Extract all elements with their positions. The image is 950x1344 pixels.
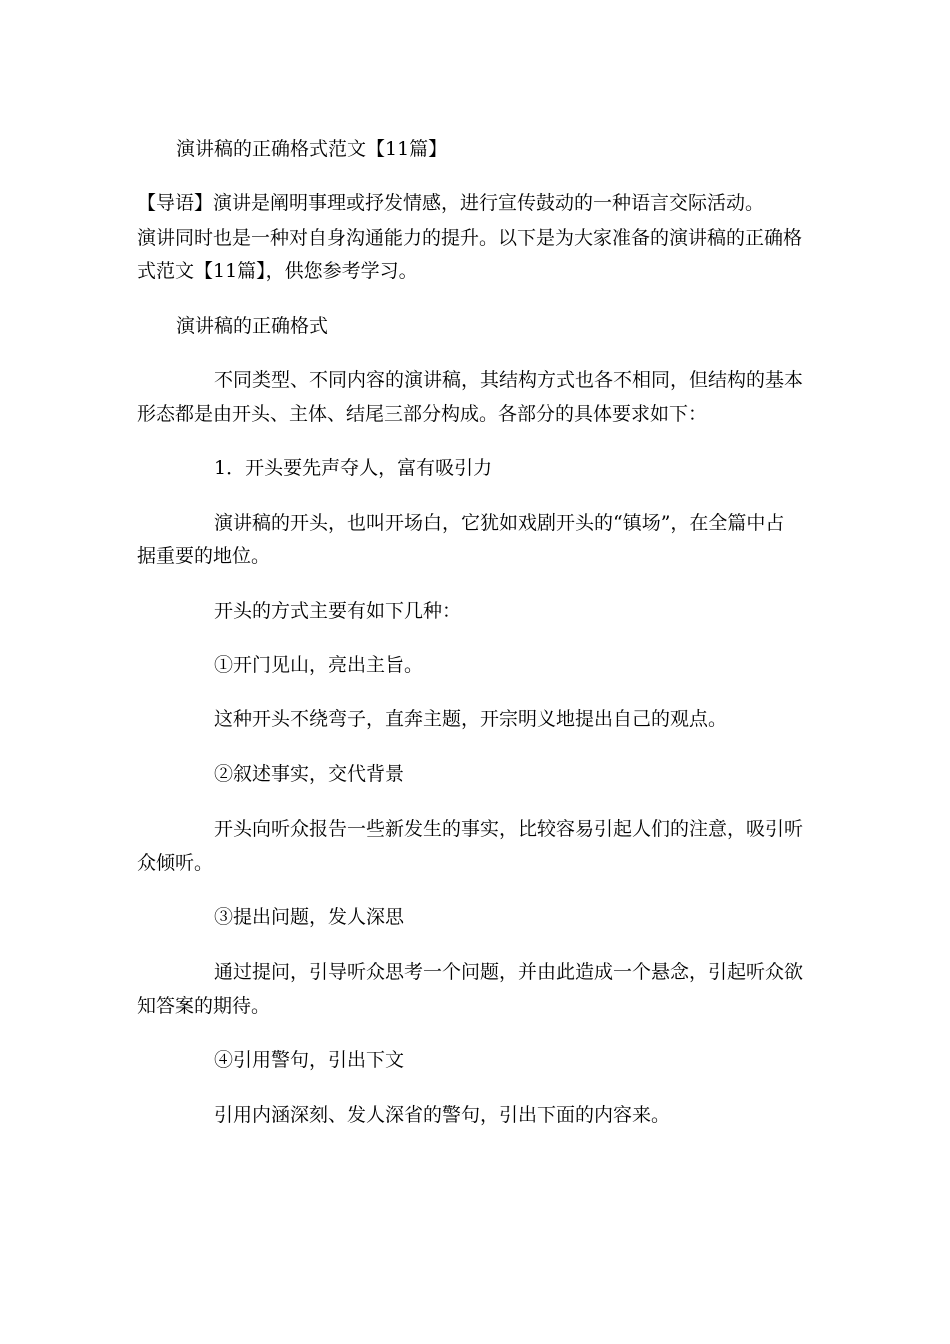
item-2-desc-line-2: 众倾听。 — [137, 852, 214, 874]
item-3-desc-line-2: 知答案的期待。 — [137, 995, 271, 1017]
paragraph-2-line-2: 据重要的地位。 — [137, 545, 271, 567]
item-1-title: ①开门见山，亮出主旨。 — [214, 654, 424, 676]
item-3-desc-line-1: 通过提问，引导听众思考一个问题，并由此造成一个悬念，引起听众欲 — [214, 961, 804, 983]
subheading-1: 1．开头要先声夺人，富有吸引力 — [214, 457, 493, 479]
paragraph-2-line-1: 演讲稿的开头，也叫开场白，它犹如戏剧开头的“镇场”，在全篇中占 — [214, 512, 785, 534]
intro-line-2: 演讲同时也是一种对自身沟通能力的提升。以下是为大家准备的演讲稿的正确格 — [137, 227, 803, 249]
section-heading: 演讲稿的正确格式 — [176, 315, 329, 337]
item-3-title: ③提出问题，发人深思 — [214, 906, 405, 928]
paragraph-1-line-2: 形态都是由开头、主体、结尾三部分构成。各部分的具体要求如下： — [137, 403, 708, 425]
paragraph-3: 开头的方式主要有如下几种： — [214, 600, 462, 622]
item-4-title: ④引用警句，引出下文 — [214, 1049, 405, 1071]
intro-line-3: 式范文【11篇】，供您参考学习。 — [137, 260, 418, 282]
item-1-desc: 这种开头不绕弯子，直奔主题，开宗明义地提出自己的观点。 — [214, 708, 728, 730]
item-4-desc: 引用内涵深刻、发人深省的警句，引出下面的内容来。 — [214, 1104, 671, 1126]
item-2-desc-line-1: 开头向听众报告一些新发生的事实，比较容易引起人们的注意，吸引听 — [214, 818, 804, 840]
item-2-title: ②叙述事实，交代背景 — [214, 763, 405, 785]
intro-line-1: 【导语】演讲是阐明事理或抒发情感，进行宣传鼓动的一种语言交际活动。 — [137, 192, 765, 214]
document-title: 演讲稿的正确格式范文【11篇】 — [176, 138, 448, 160]
paragraph-1-line-1: 不同类型、不同内容的演讲稿，其结构方式也各不相同，但结构的基本 — [214, 369, 804, 391]
